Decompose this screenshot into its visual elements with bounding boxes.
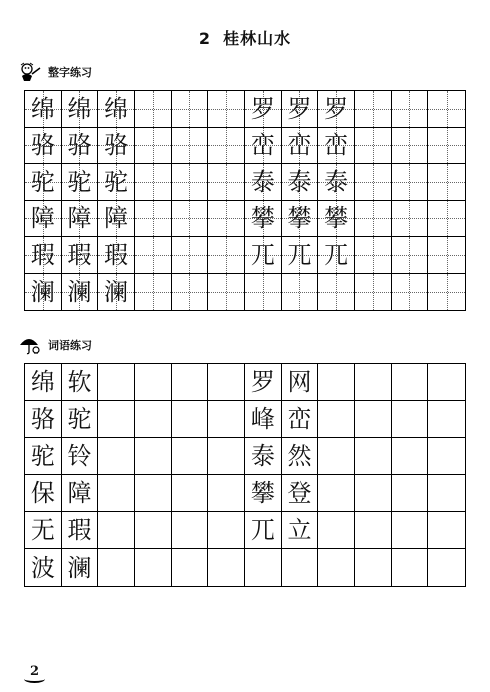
practice-cell: [98, 91, 135, 128]
word-cell: [98, 364, 135, 401]
word-cell: [428, 549, 465, 586]
word-cell: [172, 512, 209, 549]
word-cell: [245, 401, 282, 438]
word-cell: [245, 364, 282, 401]
character: 澜: [67, 553, 92, 582]
word-cell: [172, 401, 209, 438]
practice-cell: [208, 128, 245, 165]
practice-cell: [282, 237, 319, 274]
word-cell: [172, 438, 209, 475]
word-cell: [135, 401, 172, 438]
practice-cell: [98, 274, 135, 311]
practice-cell: [172, 164, 209, 201]
word-cell: [318, 401, 355, 438]
character: 然: [287, 442, 312, 470]
word-cell: [392, 401, 429, 438]
character: 兀: [287, 240, 312, 269]
word-cell: [355, 475, 392, 512]
practice-cell: [392, 274, 429, 311]
character: 软: [67, 368, 92, 396]
practice-cell: [25, 237, 62, 274]
character: 障: [67, 479, 92, 507]
word-cell: [428, 512, 465, 549]
practice-cell: [62, 237, 99, 274]
word-cell: [25, 401, 62, 438]
word-cell: [62, 512, 99, 549]
practice-cell: [172, 91, 209, 128]
word-cell: [392, 364, 429, 401]
section-char-practice: [18, 62, 92, 82]
character: 攀: [250, 204, 275, 233]
practice-cell: [392, 128, 429, 165]
practice-cell: [428, 201, 465, 238]
character: 瑕: [67, 240, 92, 269]
word-cell: [355, 512, 392, 549]
practice-cell: [318, 237, 355, 274]
character: 峰: [250, 405, 275, 433]
character: 瑕: [30, 240, 55, 269]
practice-cell: [318, 201, 355, 238]
practice-cell: [318, 91, 355, 128]
word-cell: [62, 438, 99, 475]
character: 绵: [30, 94, 55, 123]
practice-cell: [428, 128, 465, 165]
word-cell: [208, 512, 245, 549]
practice-cell: [62, 128, 99, 165]
practice-cell: [245, 274, 282, 311]
character: 罗: [250, 94, 275, 123]
section-label: 整字练习: [48, 66, 92, 79]
word-cell: [62, 401, 99, 438]
word-cell: [25, 549, 62, 586]
practice-cell: [62, 201, 99, 238]
word-cell: [355, 438, 392, 475]
word-cell: [392, 549, 429, 586]
word-cell: [98, 438, 135, 475]
character: 骆: [104, 131, 129, 160]
word-cell: [135, 512, 172, 549]
character: 网: [287, 368, 312, 396]
character: 峦: [287, 131, 312, 160]
character: 罗: [324, 94, 349, 123]
word-cell: [282, 364, 319, 401]
practice-cell: [282, 164, 319, 201]
word-cell: [172, 475, 209, 512]
word-cell: [355, 364, 392, 401]
character: 登: [287, 479, 312, 507]
character: 峦: [250, 131, 275, 160]
practice-cell: [208, 164, 245, 201]
character: 保: [30, 479, 55, 507]
word-cell: [282, 512, 319, 549]
practice-cell: [282, 128, 319, 165]
practice-cell: [428, 237, 465, 274]
practice-cell: [318, 128, 355, 165]
practice-cell: [208, 274, 245, 311]
word-cell: [172, 549, 209, 586]
character: 障: [30, 204, 55, 233]
practice-cell: [355, 274, 392, 311]
word-cell: [172, 364, 209, 401]
character: 驼: [67, 405, 92, 433]
word-cell: [208, 475, 245, 512]
practice-cell: [98, 164, 135, 201]
word-cell: [62, 364, 99, 401]
character: 驼: [30, 167, 55, 196]
word-cell: [25, 438, 62, 475]
word-cell: [25, 364, 62, 401]
character: 障: [104, 204, 129, 233]
practice-cell: [428, 164, 465, 201]
character: 罗: [287, 94, 312, 123]
practice-cell: [172, 237, 209, 274]
practice-cell: [245, 128, 282, 165]
character: 泰: [250, 442, 275, 470]
character: 绵: [67, 94, 92, 123]
word-cell: [428, 401, 465, 438]
word-cell: [135, 438, 172, 475]
word-cell: [282, 401, 319, 438]
practice-cell: [25, 274, 62, 311]
character: 兀: [324, 240, 349, 269]
character: 骆: [30, 131, 55, 160]
practice-cell: [355, 128, 392, 165]
character: 攀: [324, 204, 349, 233]
page-number: 2: [30, 664, 40, 679]
word-cell: [245, 512, 282, 549]
practice-cell: [318, 274, 355, 311]
word-cell: [208, 549, 245, 586]
practice-cell: [98, 201, 135, 238]
word-cell: [62, 549, 99, 586]
character: 泰: [324, 167, 349, 196]
character: 瑕: [104, 240, 129, 269]
word-cell: [208, 401, 245, 438]
word-cell: [245, 438, 282, 475]
practice-cell: [245, 91, 282, 128]
practice-cell: [392, 201, 429, 238]
character: 无: [30, 516, 55, 544]
cartoon-character-icon: [18, 62, 44, 82]
word-cell: [98, 475, 135, 512]
word-cell: [282, 549, 319, 586]
character: 澜: [67, 277, 92, 306]
practice-cell: [172, 128, 209, 165]
character: 澜: [30, 277, 55, 306]
word-cell: [392, 512, 429, 549]
practice-cell: [62, 274, 99, 311]
word-cell: [318, 512, 355, 549]
word-cell: [318, 475, 355, 512]
word-cell: [208, 438, 245, 475]
word-cell: [428, 438, 465, 475]
character: 骆: [67, 131, 92, 160]
character: 波: [30, 553, 55, 582]
character-practice-grid: [24, 90, 466, 311]
practice-cell: [245, 201, 282, 238]
practice-cell: [25, 164, 62, 201]
word-cell: [98, 401, 135, 438]
word-cell: [135, 364, 172, 401]
character: 峦: [287, 405, 312, 433]
practice-cell: [208, 91, 245, 128]
word-cell: [318, 438, 355, 475]
practice-cell: [172, 201, 209, 238]
word-cell: [392, 438, 429, 475]
practice-cell: [355, 164, 392, 201]
character: 驼: [67, 167, 92, 196]
practice-cell: [98, 128, 135, 165]
practice-cell: [135, 128, 172, 165]
practice-cell: [208, 201, 245, 238]
word-cell: [318, 364, 355, 401]
character: 绵: [104, 94, 129, 123]
practice-cell: [392, 91, 429, 128]
word-cell: [282, 475, 319, 512]
practice-cell: [355, 237, 392, 274]
practice-cell: [282, 91, 319, 128]
practice-cell: [135, 91, 172, 128]
umbrella-character-icon: [18, 335, 44, 355]
character: 泰: [287, 167, 312, 196]
word-cell: [355, 401, 392, 438]
word-cell: [208, 364, 245, 401]
practice-cell: [318, 164, 355, 201]
character: 罗: [250, 368, 275, 396]
character: 障: [67, 204, 92, 233]
practice-cell: [355, 201, 392, 238]
practice-cell: [98, 237, 135, 274]
character: 泰: [250, 167, 275, 196]
word-cell: [318, 549, 355, 586]
character: 攀: [250, 479, 275, 507]
word-cell: [428, 364, 465, 401]
character: 澜: [104, 277, 129, 306]
practice-cell: [25, 128, 62, 165]
practice-cell: [428, 274, 465, 311]
practice-cell: [135, 201, 172, 238]
practice-cell: [25, 91, 62, 128]
practice-cell: [282, 274, 319, 311]
practice-cell: [282, 201, 319, 238]
word-practice-grid: [24, 363, 466, 587]
character: 驼: [104, 167, 129, 196]
lesson-title: 桂林山水: [223, 29, 292, 48]
word-cell: [98, 549, 135, 586]
practice-cell: [208, 237, 245, 274]
practice-cell: [392, 237, 429, 274]
practice-cell: [62, 164, 99, 201]
word-cell: [135, 475, 172, 512]
word-cell: [428, 475, 465, 512]
character: 峦: [324, 131, 349, 160]
practice-cell: [392, 164, 429, 201]
character: 绵: [30, 368, 55, 396]
word-cell: [25, 512, 62, 549]
practice-cell: [135, 274, 172, 311]
lesson-number: 2: [198, 29, 212, 48]
word-cell: [25, 475, 62, 512]
practice-cell: [172, 274, 209, 311]
word-cell: [245, 475, 282, 512]
practice-cell: [135, 237, 172, 274]
page-title: [0, 26, 490, 49]
practice-cell: [245, 237, 282, 274]
word-cell: [135, 549, 172, 586]
word-cell: [245, 549, 282, 586]
section-label: 词语练习: [48, 339, 92, 352]
character: 兀: [250, 516, 275, 544]
character: 骆: [30, 405, 55, 433]
practice-cell: [428, 91, 465, 128]
character: 驼: [30, 442, 55, 470]
practice-cell: [25, 201, 62, 238]
word-cell: [355, 549, 392, 586]
section-word-practice: [18, 335, 92, 355]
word-cell: [98, 512, 135, 549]
word-cell: [282, 438, 319, 475]
practice-cell: [355, 91, 392, 128]
character: 兀: [250, 240, 275, 269]
character: 立: [287, 516, 312, 544]
practice-cell: [135, 164, 172, 201]
character: 铃: [67, 442, 92, 470]
word-cell: [392, 475, 429, 512]
character: 瑕: [67, 516, 92, 544]
practice-cell: [62, 91, 99, 128]
word-cell: [62, 475, 99, 512]
practice-cell: [245, 164, 282, 201]
character: 攀: [287, 204, 312, 233]
